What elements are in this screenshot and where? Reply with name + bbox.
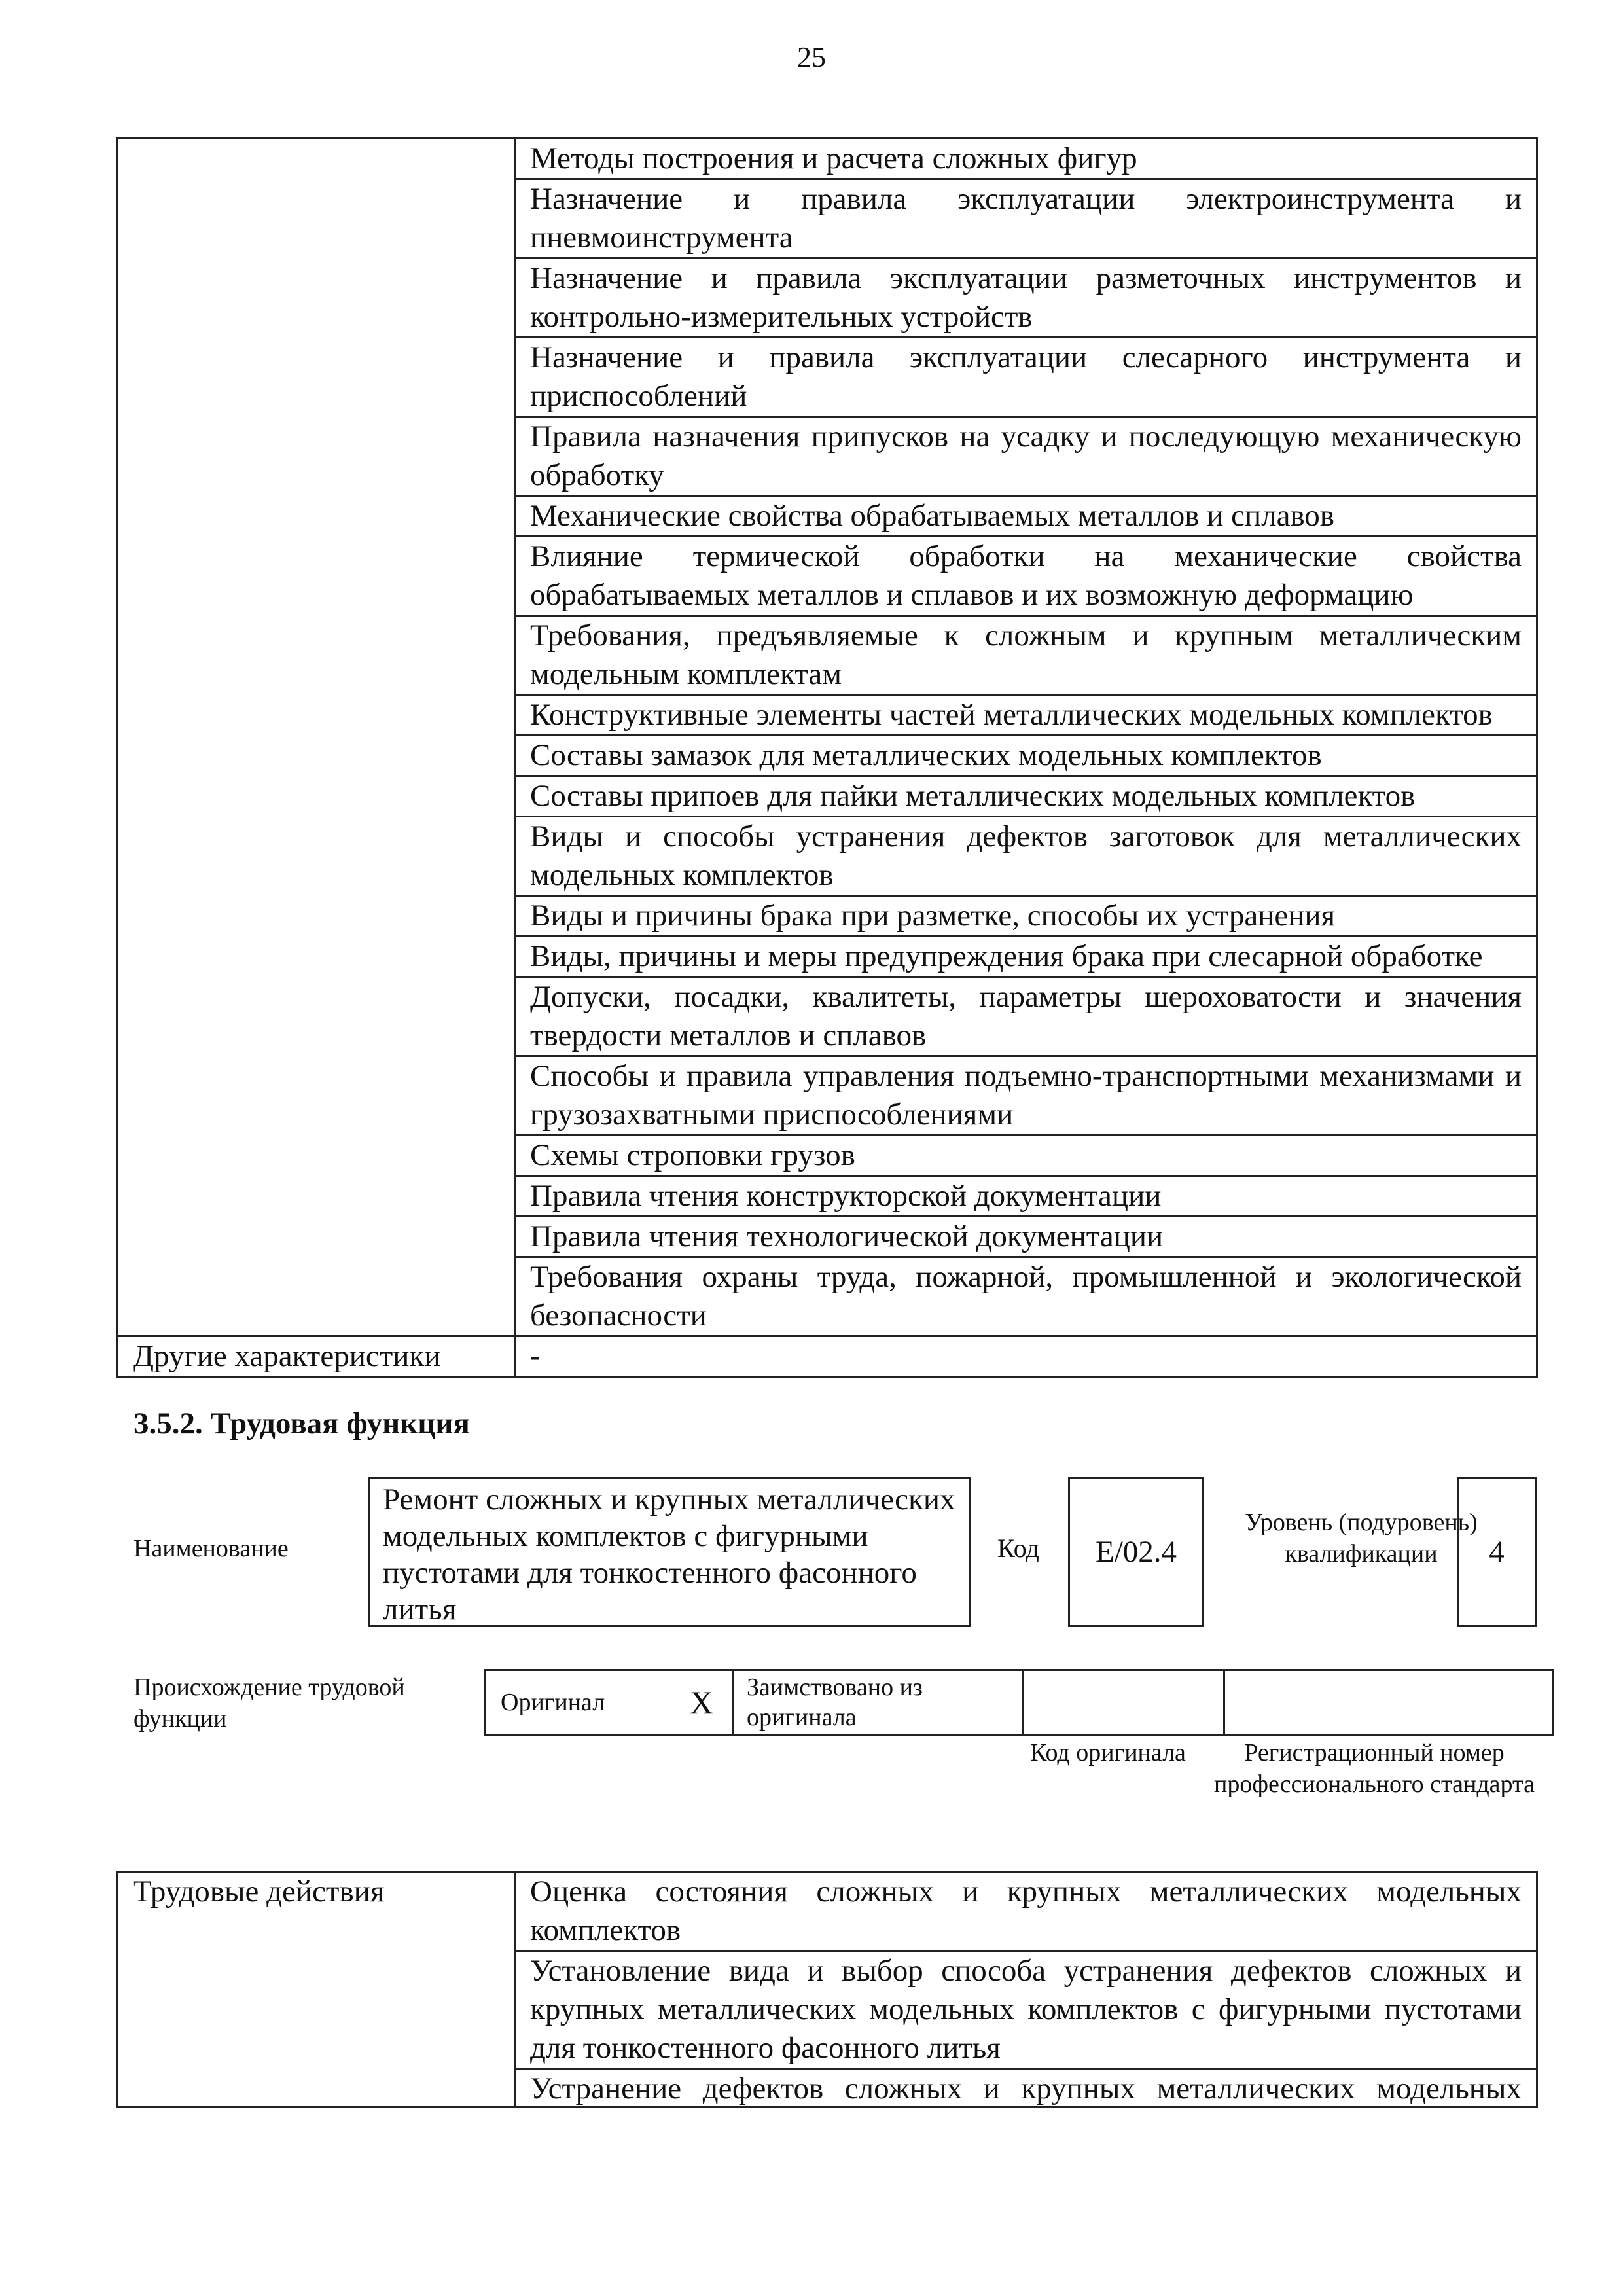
reg-number-cell — [1224, 1670, 1554, 1735]
action-item: Установление вида и выбор способа устранения дефектов сложных и крупных металлических модельных комплектов с фигурными пустотами для тонкостенного фасонного литья — [515, 1951, 1537, 2069]
other-characteristics-label: Другие характеристики — [118, 1336, 515, 1377]
action-item-text: Устранение дефектов сложных и крупных металлических модельных — [530, 2072, 1522, 2106]
borrowed-cell: Заимствовано из оригинала — [733, 1670, 1023, 1735]
code-label: Код — [997, 1534, 1039, 1563]
actions-table — [116, 1871, 1538, 2108]
function-name-box: Ремонт сложных и крупных металлических модельных комплектов с фигурными пустотами для тонкостенного фасонного литья — [368, 1477, 971, 1627]
knowledge-item: Назначение и правила эксплуатации слесарного инструмента и приспособлений — [515, 338, 1537, 417]
page-number: 25 — [797, 41, 826, 73]
knowledge-item: Виды и способы устранения дефектов заготовок для металлических модельных комплектов — [515, 817, 1537, 896]
knowledge-item: Составы замазок для металлических модельных комплектов — [515, 736, 1537, 776]
table-row — [118, 139, 1537, 179]
knowledge-item: Конструктивные элементы частей металлических модельных комплектов — [515, 695, 1537, 736]
knowledge-item: Назначение и правила эксплуатации разметочных инструментов и контрольно-измерительных устройств — [515, 259, 1537, 338]
knowledge-item: Виды, причины и меры предупреждения брака при слесарной обработке — [515, 937, 1537, 977]
code-original-caption: Код оригинала — [1030, 1739, 1186, 1767]
knowledge-item: Влияние термической обработки на механические свойства обрабатываемых металлов и сплавов и их возможную деформацию — [515, 537, 1537, 616]
knowledge-label-cell — [118, 139, 515, 1336]
code-original-cell — [1023, 1670, 1224, 1735]
knowledge-item: Правила назначения припусков на усадку и последующую механическую обработку — [515, 417, 1537, 496]
level-label: Уровень (подуровень) квалификации — [1245, 1509, 1478, 1568]
original-cell — [486, 1670, 733, 1735]
table-row — [118, 1872, 1537, 1951]
table-row — [118, 1336, 1537, 1377]
action-item: Оценка состояния сложных и крупных металлических модельных комплектов — [515, 1872, 1537, 1951]
actions-label: Трудовые действия — [118, 1872, 515, 2108]
reg-number-caption: Регистрационный номер профессионального стандарта — [1214, 1739, 1535, 1798]
knowledge-item: Составы припоев для пайки металлических модельных комплектов — [515, 776, 1537, 817]
knowledge-item: Требования, предъявляемые к сложным и крупным металлическим модельным комплектам — [515, 616, 1537, 695]
knowledge-item: Допуски, посадки, квалитеты, параметры шероховатости и значения твердости металлов и сплавов — [515, 977, 1537, 1056]
origin-label: Происхождение трудовой функции — [134, 1674, 405, 1732]
knowledge-item: Механические свойства обрабатываемых металлов и сплавов — [515, 496, 1537, 537]
name-label: Наименование — [134, 1535, 289, 1562]
knowledge-item: Назначение и правила эксплуатации электроинструмента и пневмоинструмента — [515, 179, 1537, 259]
origin-table — [484, 1669, 1554, 1736]
knowledge-item: Способы и правила управления подъемно-транспортными механизмами и грузозахватными приспособлениями — [515, 1056, 1537, 1136]
level-box: 4 — [1457, 1477, 1537, 1627]
other-characteristics-value: - — [515, 1336, 1537, 1377]
original-mark: X — [689, 1684, 713, 1721]
original-label: Оригинал — [501, 1689, 605, 1716]
knowledge-item: Виды и причины брака при разметке, способы их устранения — [515, 896, 1537, 937]
knowledge-table — [116, 137, 1538, 1378]
knowledge-item: Методы построения и расчета сложных фигур — [515, 139, 1537, 179]
knowledge-item: Требования охраны труда, пожарной, промышленной и экологической безопасности — [515, 1257, 1537, 1336]
code-box: E/02.4 — [1068, 1477, 1204, 1627]
action-item — [515, 2069, 1537, 2108]
knowledge-item: Правила чтения конструкторской документации — [515, 1176, 1537, 1217]
section-title: 3.5.2. Трудовая функция — [134, 1407, 470, 1441]
knowledge-item: Правила чтения технологической документации — [515, 1217, 1537, 1257]
knowledge-item: Схемы строповки грузов — [515, 1136, 1537, 1176]
